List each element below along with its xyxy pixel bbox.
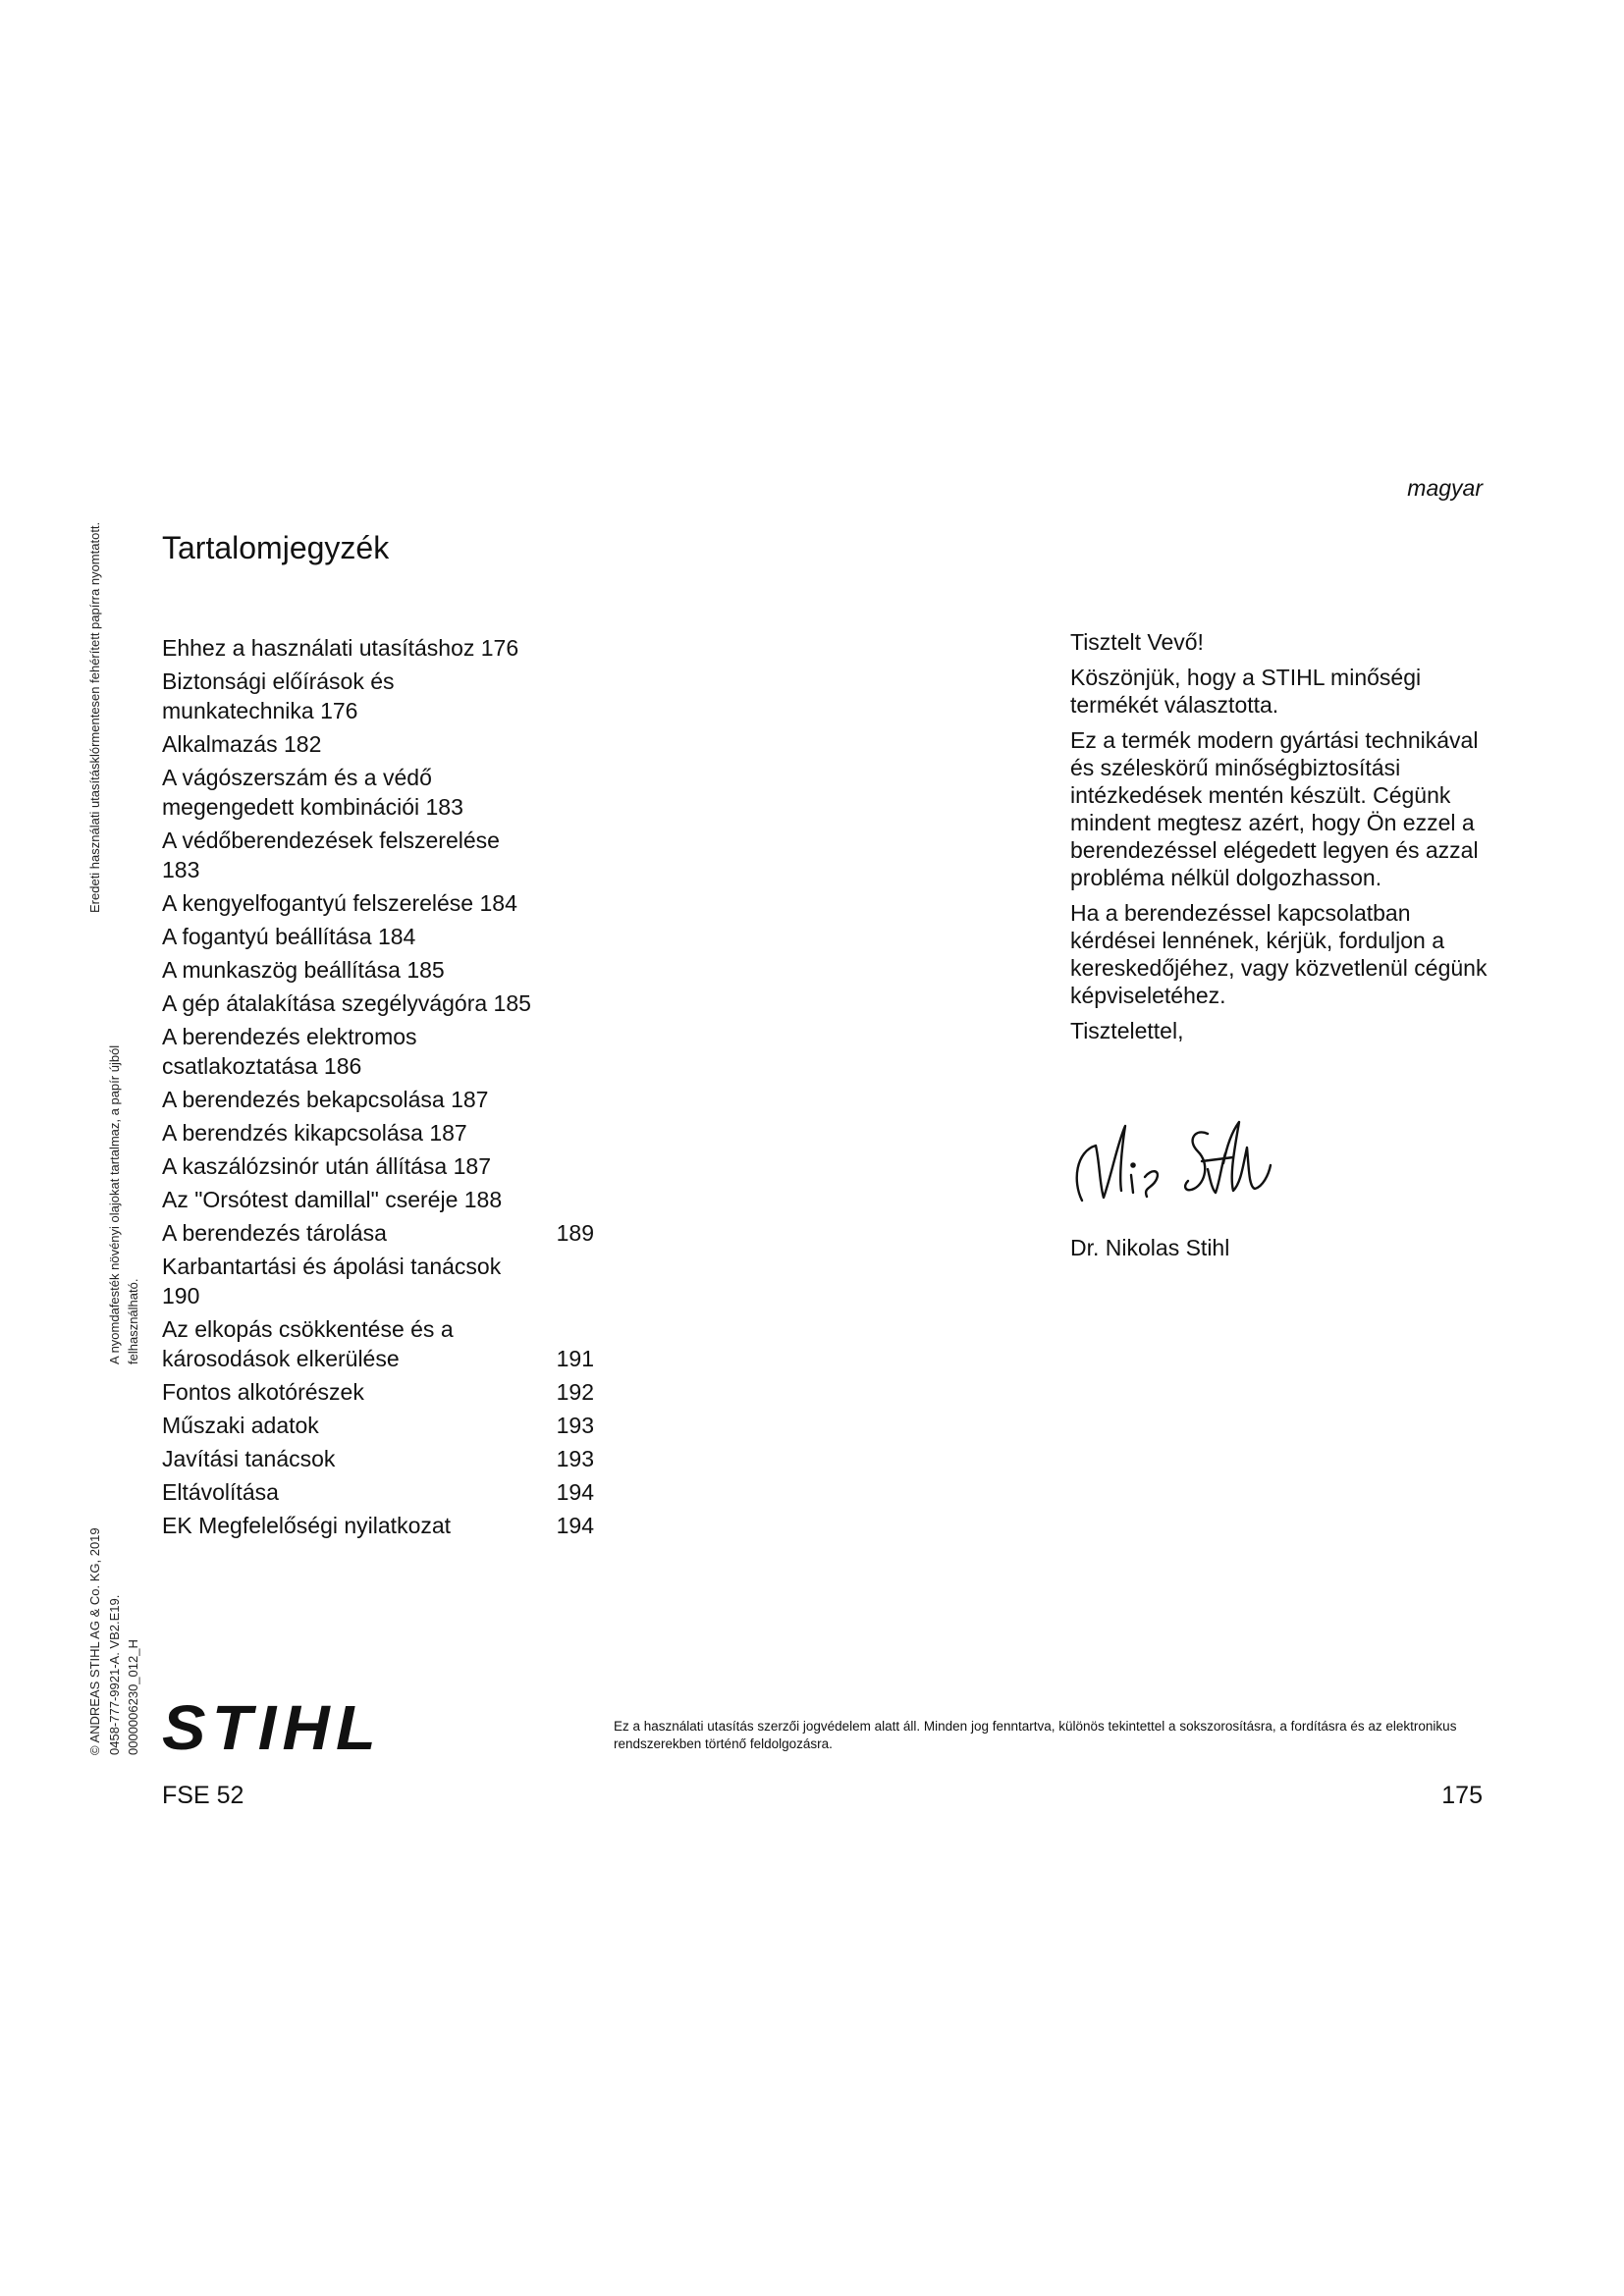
toc-entry-text: A berendezés bekapcsolása 187	[162, 1087, 489, 1112]
toc-entry-text: A kaszálózsinór után állítása 187	[162, 1153, 491, 1179]
toc-entry-text: Műszaki adatok	[162, 1413, 319, 1438]
page-title: Tartalomjegyzék	[162, 530, 390, 565]
letter-greeting: Tisztelt Vevő!	[1070, 629, 1204, 655]
toc-entry[interactable]	[162, 1444, 594, 1473]
eco-note-line1: Eredeti használati utasításklórmentesen fehérített papírra nyomtatott.	[87, 521, 102, 913]
toc-entry[interactable]	[162, 763, 594, 822]
letter-paragraph: Ha a berendezéssel kapcsolatban kérdései lennének, kérjük, forduljon a kereskedőjéhez, vagy közvetlenül cégünk képviseletéhez.	[1070, 900, 1488, 1008]
toc-entry[interactable]	[162, 1022, 594, 1081]
toc-entry-page: 194	[556, 1513, 594, 1538]
copyright-side-line3: 0000006230_012_H	[126, 1639, 140, 1755]
toc-entry-page: 193	[556, 1446, 594, 1471]
toc-entry-text: Ehhez a használati utasításhoz 176	[162, 635, 519, 661]
stihl-logo	[160, 1698, 386, 1755]
toc-entry[interactable]	[162, 1314, 594, 1373]
model-name: FSE 52	[162, 1782, 244, 1809]
toc-entry-text: A munkaszög beállítása 185	[162, 957, 445, 983]
copyright-side-line2: 0458-777-9921-A. VB2.E19.	[107, 1594, 122, 1755]
toc-entry-text: A berendezés elektromos csatlakoztatása 186	[162, 1024, 417, 1079]
toc-entry[interactable]	[162, 667, 594, 725]
toc-entry-text: Fontos alkotórészek	[162, 1379, 364, 1405]
toc-entry-text: Karbantartási és ápolási tanácsok 190	[162, 1254, 502, 1308]
copyright-notice: Ez a használati utasítás szerzői jogvédelem alatt áll. Minden jog fenntartva, különös tekintettel a sokszorosításra, a fordításra és az elektronikus rendszerekben történő feldolgozásra.	[614, 1719, 1457, 1751]
language-label: magyar	[1407, 475, 1483, 501]
toc-entry-text: Javítási tanácsok	[162, 1446, 336, 1471]
toc-entry[interactable]	[162, 729, 594, 759]
toc-entry[interactable]	[162, 1118, 594, 1148]
toc-entry-text: A védőberendezések felszerelése 183	[162, 828, 500, 882]
toc-entry-page: 193	[556, 1413, 594, 1438]
toc-entry-text: A berendezés tárolása	[162, 1220, 387, 1246]
toc-entry-page: 194	[556, 1479, 594, 1505]
toc-entry[interactable]	[162, 922, 594, 951]
toc-entry[interactable]	[162, 1151, 594, 1181]
toc-entry-text: A berendzés kikapcsolása 187	[162, 1120, 467, 1146]
toc-entry[interactable]	[162, 955, 594, 985]
toc-entry[interactable]	[162, 1477, 594, 1507]
toc-entry-text: Az "Orsótest damillal" cseréje 188	[162, 1187, 503, 1212]
toc-entry[interactable]	[162, 1185, 594, 1214]
toc-entry-page: 189	[556, 1220, 594, 1246]
toc-entry-text: A gép átalakítása szegélyvágóra 185	[162, 990, 531, 1016]
letter-closing: Tisztelettel,	[1070, 1018, 1184, 1043]
toc-entry-text: Alkalmazás 182	[162, 731, 322, 757]
eco-note-line3: felhasználható.	[126, 1278, 140, 1364]
welcome-letter	[1070, 628, 1492, 1052]
toc-entry-text: Biztonsági előírások és munkatechnika 176	[162, 668, 395, 723]
toc-entry[interactable]	[162, 988, 594, 1018]
signer-name: Dr. Nikolas Stihl	[1070, 1235, 1230, 1260]
toc-entry-text: A kengyelfogantyú felszerelése 184	[162, 890, 517, 916]
toc-entry[interactable]	[162, 1511, 594, 1540]
toc-entry-text: Az elkopás csökkentése és a károsodások elkerülése	[162, 1316, 454, 1371]
toc-entry[interactable]	[162, 1218, 594, 1248]
toc-entry-text: A fogantyú beállítása 184	[162, 924, 416, 949]
toc-entry-text: EK Megfelelőségi nyilatkozat	[162, 1513, 452, 1538]
toc-entry-page: 191	[556, 1346, 594, 1371]
toc-entry[interactable]	[162, 1377, 594, 1407]
toc-entry[interactable]	[162, 1085, 594, 1114]
logo-text: STIHL	[162, 1698, 382, 1755]
page-number: 175	[1441, 1782, 1483, 1809]
toc-entry[interactable]	[162, 826, 594, 884]
table-of-contents	[162, 633, 594, 1544]
letter-paragraph: Köszönjük, hogy a STIHL minőségi termékét választotta.	[1070, 665, 1422, 718]
eco-note-line2: A nyomdafesték növényi olajokat tartalmaz, a papír újból	[107, 1044, 122, 1364]
copyright-side-line1: © ANDREAS STIHL AG & Co. KG, 2019	[87, 1527, 102, 1755]
toc-entry[interactable]	[162, 633, 594, 663]
letter-paragraph: Ez a termék modern gyártási technikával és széleskörű minőségbiztosítási intézkedések mentén készült. Cégünk mindent megtesz azért, hogy Ön ezzel a berendezéssel elégedett legyen és azzal probléma nélkül dolgozhasson.	[1070, 727, 1479, 890]
signature	[1060, 1104, 1286, 1222]
toc-entry-text: Eltávolítása	[162, 1479, 279, 1505]
toc-entry-page: 192	[556, 1379, 594, 1405]
toc-entry[interactable]	[162, 1411, 594, 1440]
toc-entry-text: A vágószerszám és a védő megengedett kombinációi 183	[162, 765, 463, 820]
toc-entry[interactable]	[162, 888, 594, 918]
toc-entry[interactable]	[162, 1252, 594, 1310]
